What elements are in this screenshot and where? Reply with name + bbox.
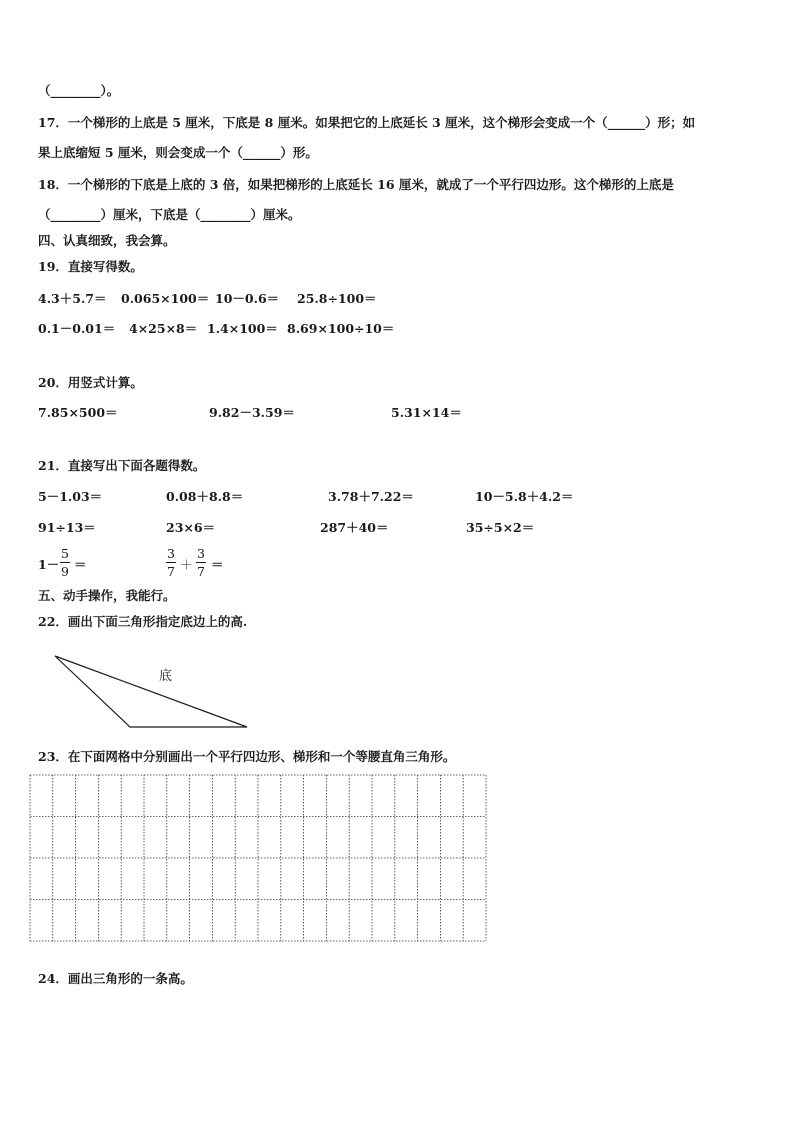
section-5-heading: 五、动手操作，我能行。	[38, 588, 176, 603]
fraction-operator: ＋	[180, 557, 193, 572]
q21-item: 5－1.03＝	[38, 489, 103, 504]
q19-item: 4×25×8＝	[129, 321, 198, 336]
numerator: 5	[61, 546, 69, 561]
q23-title: 23．在下面网格中分别画出一个平行四边形、梯形和一个等腰直角三角形。	[38, 749, 456, 764]
section-4-heading: 四、认真细致，我会算。	[38, 233, 176, 248]
q21-item: 3.78＋7.22＝	[328, 489, 414, 504]
q21-item: 10－5.8＋4.2＝	[475, 489, 574, 504]
q20-item: 9.82－3.59＝	[209, 405, 295, 420]
q20-item: 5.31×14＝	[391, 405, 462, 420]
denominator: 7	[197, 564, 205, 579]
q19-title: 19．直接写得数。	[38, 259, 143, 274]
q21-title: 21．直接写出下面各题得数。	[38, 458, 206, 473]
q21-item: 35÷5×2＝	[466, 520, 535, 535]
fraction-tail: ＝	[211, 557, 224, 572]
q24-title: 24．画出三角形的一条高。	[38, 971, 193, 986]
q17-line2: 果上底缩短 5 厘米，则会变成一个（______）形。	[38, 145, 318, 160]
q19-item: 10－0.6＝	[215, 291, 280, 306]
q19-item: 4.3＋5.7＝	[38, 291, 107, 306]
q19-item: 8.69×100÷10＝	[287, 321, 395, 336]
q17-line1: 17．一个梯形的上底是 5 厘米，下底是 8 厘米。如果把它的上底延长 3 厘米，这个梯形会变成一个（______）形；如	[38, 115, 696, 130]
q21-item: 287＋40＝	[320, 520, 389, 535]
q20-title: 20．用竖式计算。	[38, 375, 143, 390]
q18-line2: （________）厘米，下底是（________）厘米。	[38, 207, 301, 222]
denominator: 9	[61, 564, 69, 579]
q19-item: 25.8÷100＝	[297, 291, 377, 306]
q20-item: 7.85×500＝	[38, 405, 118, 420]
q21-item: 91÷13＝	[38, 520, 96, 535]
q19-item: 1.4×100＝	[207, 321, 278, 336]
fraction-lead: 1－	[38, 557, 60, 572]
q22-title: 22．画出下面三角形指定底边上的高.	[38, 614, 248, 629]
q18-line1: 18．一个梯形的下底是上底的 3 倍，如果把梯形的上底延长 16 厘米，就成了一个平行四边形。这个梯形的上底是	[38, 177, 674, 192]
dotted-grid	[29, 774, 487, 942]
q16-answer-tail: （________）。	[38, 83, 120, 98]
numerator: 3	[197, 546, 205, 561]
triangle-base-label: 底	[159, 669, 173, 684]
q21-item: 23×6＝	[166, 520, 216, 535]
q19-item: 0.1－0.01＝	[38, 321, 116, 336]
denominator: 7	[167, 564, 175, 579]
numerator: 3	[167, 546, 175, 561]
fraction-tail: ＝	[74, 557, 87, 572]
q21-item: 0.08＋8.8＝	[166, 489, 244, 504]
q19-item: 0.065×100＝	[121, 291, 210, 306]
